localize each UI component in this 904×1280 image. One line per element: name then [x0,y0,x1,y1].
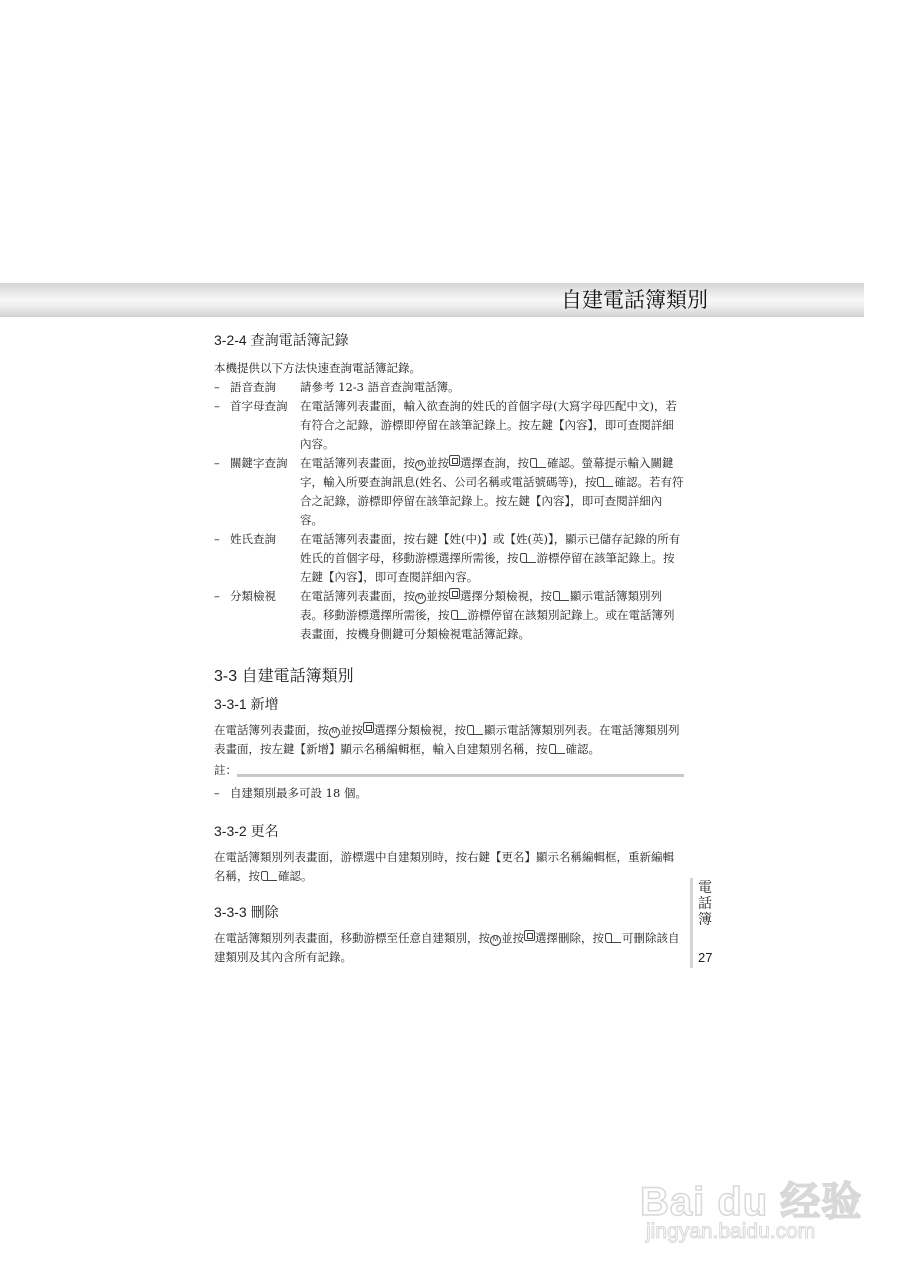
note-divider [237,774,684,777]
call-key-icon [596,477,614,487]
watermark-logo: Bai du 经验 [640,1180,863,1224]
add-category-text: 在電話簿列表畫面，按 M 並按 選擇分類檢視，按 顯示電話簿類別列表。在電話簿類別列表畫面，按左鍵【新增】顯示名稱編輯框，輸入自建類別名稱，按 確認。 [214,723,680,756]
list-item-surname-search: – 姓氏查詢 在電話簿列表畫面，按右鍵【姓(中)】或【姓(英)】，顯示已儲存記錄的所有姓氏的首個字母，移動游標選擇所需後，按 游標停留在該筆記錄上。按左鍵【內容】，即可查閱詳細內容。 [214,532,681,584]
chapter-header-bar [0,283,864,317]
note-header [214,761,684,780]
rename-category-text: 在電話簿類別列表畫面，游標選中自建類別時，按右鍵【更名】顯示名稱編輯框，重新編輯名稱，按 確認。 [214,850,674,883]
section-heading-3-3-2: 3-3-2 更名 [214,823,279,840]
section-heading-3-3-1: 3-3-1 新增 [214,696,279,713]
call-key-icon [552,591,570,601]
call-key-icon [529,458,547,468]
menu-key-icon: M [415,460,426,471]
section-heading-3-2-4: 3-2-4 查詢電話簿記錄 [214,332,349,349]
note-label: 註： [214,763,237,777]
section-heading-3-3: 3-3 自建電話簿類別 [214,668,354,685]
intro-text: 本機提供以下方法快速查詢電話簿記錄。 [214,361,421,375]
call-key-icon [450,610,468,620]
list-item-voice-search: – 語音查詢 請參考 12-3 語音查詢電話簿。 [214,380,460,394]
menu-key-icon: M [415,593,426,604]
menu-key-icon: M [329,727,340,738]
section-heading-3-3-3: 3-3-3 刪除 [214,904,279,921]
nav-key-icon [449,455,460,466]
note-item: – 自建類別最多可設 18 個。 [214,786,367,800]
watermark-url: jingyan.baidu.com [646,1220,816,1243]
menu-key-icon: M [490,935,501,946]
chapter-title: 自建電話簿類別 [561,288,708,312]
call-key-icon [604,933,622,943]
call-key-icon [548,744,566,754]
call-key-icon [519,553,537,563]
call-key-icon [260,871,278,881]
list-item-category-view: – 分類檢視 在電話簿列表畫面，按 M 並按 選擇分類檢視，按 顯示電話簿類別列表。移動游標選擇所需後，按 游標停留在該類別記錄上。或在電話簿列表畫面，按機身側鍵可分類檢視電話簿記錄。 [214,589,675,641]
nav-key-icon [363,722,374,733]
baidu-watermark [640,1140,880,1260]
call-key-icon [466,725,484,735]
delete-category-text: 在電話簿類別列表畫面，移動游標至任意自建類別，按 M 並按 選擇刪除，按 可刪除該自建類別及其內含所有記錄。 [214,931,680,964]
nav-key-icon [449,588,460,599]
page-content [214,330,684,967]
chapter-side-tab [690,878,713,968]
nav-key-icon [524,930,535,941]
page-number: 27 [698,950,713,965]
side-tab-label: 電話簿 [698,880,712,928]
list-item-initial-search: – 首字母查詢 在電話簿列表畫面，輸入欲查詢的姓氏的首個字母(大寫字母匹配中文)，若有符合之記錄，游標即停留在該筆記錄上。按左鍵【內容】，即可查閱詳細內容。 [214,399,677,451]
list-item-keyword-search: – 關鍵字查詢 在電話簿列表畫面，按 M 並按 選擇查詢，按 確認。螢幕提示輸入關鍵字，輸入所要查詢訊息(姓名、公司名稱或電話號碼等)，按 確認。若有符合之記錄，游標即停留在該筆記錄上。按左鍵【內容】，即可查閱詳細內容。 [214,456,684,527]
